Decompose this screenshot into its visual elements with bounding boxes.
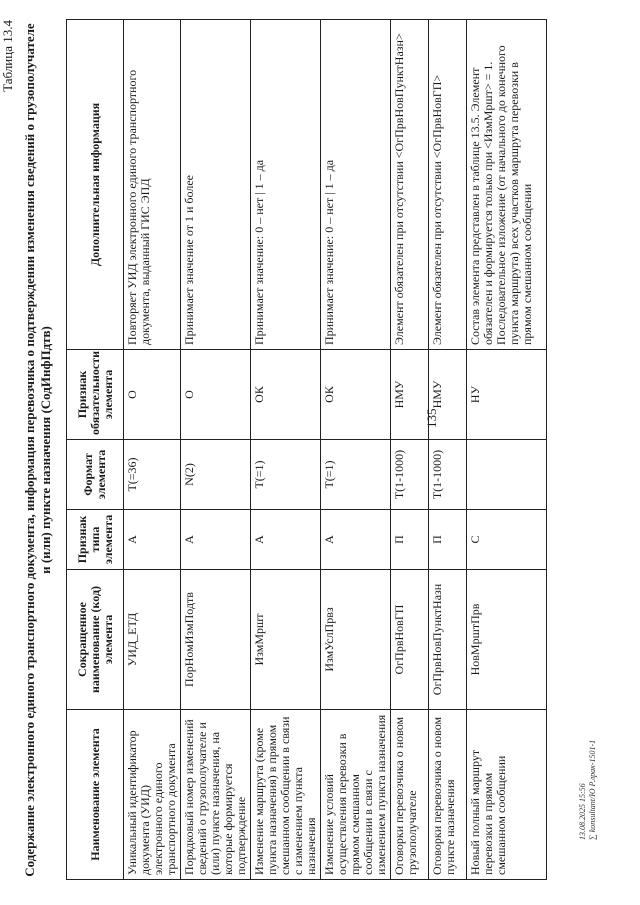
element-code-cell: ОгПрвНовГП — [391, 570, 429, 710]
table-row — [321, 20, 391, 880]
element-format-cell — [467, 440, 547, 510]
element-info-cell: Принимает значение: 0 – нет | 1 – да — [321, 20, 391, 350]
element-type-cell: П — [429, 510, 467, 570]
element-format-cell: Т(=1) — [251, 440, 321, 510]
table-label: Таблица 13.4 — [0, 20, 15, 92]
element-info-cell: Элемент обязателен при отсутствии <ОгПрвНовПунктНазн> — [391, 20, 429, 350]
table-row — [391, 20, 429, 880]
element-type-cell: А — [251, 510, 321, 570]
table-header-row — [67, 20, 124, 880]
table-row — [251, 20, 321, 880]
element-name-cell: Изменение условий осуществления перевозки в прямом смешанном сообщении в связи с изменением пункта назначения — [321, 710, 391, 880]
element-required-cell: НМУ — [429, 350, 467, 440]
element-code-cell: НовМрштПрв — [467, 570, 547, 710]
element-code-cell: ИзмМршт — [251, 570, 321, 710]
table-row — [467, 20, 547, 880]
element-code-cell: УИД_ЕТД — [124, 570, 181, 710]
element-name-cell: Оговорки перевозчика о новом грузополучателе — [391, 710, 429, 880]
table-row — [124, 20, 181, 880]
header-cell: Признак обязательности элемента — [67, 350, 124, 440]
element-name-cell: Новый полный маршрут перевозки в прямом смешанном сообщении — [467, 710, 547, 880]
table-row — [181, 20, 251, 880]
footer-stamp — [578, 740, 598, 840]
element-info-cell: Элемент обязателен при отсутствии <ОгПрвНовГП> — [429, 20, 467, 350]
element-code-cell: ПорНомИзмПодтв — [181, 570, 251, 710]
element-name-cell: Изменение маршрута (кроме пункта назначения) в прямом смешанном сообщении в связи с изменением пункта назначения — [251, 710, 321, 880]
rotated-page-content — [0, 20, 560, 880]
element-type-cell: А — [124, 510, 181, 570]
element-info-cell: Принимает значение: 0 – нет | 1 – да — [251, 20, 321, 350]
table-title: Содержание электронного единого транспортного документа, информация перевозчика о подтверждении изменения сведений о грузополучателе и (или) пункте назначения (СодИнфПдтв) — [22, 23, 53, 877]
element-info-cell: Принимает значение от 1 и более — [181, 20, 251, 350]
header-cell: Формат элемента — [67, 440, 124, 510]
header-cell: Наименование элемента — [67, 710, 124, 880]
element-type-cell: С — [467, 510, 547, 570]
footer-date: 13.08.2025 15:56 — [578, 783, 587, 840]
element-name-cell: Порядковый номер изменений сведений о грузополучателе и (или) пункте назначения, на которые формируется подтверждение — [181, 710, 251, 880]
element-format-cell: Т(1-1000) — [429, 440, 467, 510]
element-required-cell: ОК — [251, 350, 321, 440]
element-format-cell: Т(1-1000) — [391, 440, 429, 510]
element-required-cell: О — [181, 350, 251, 440]
element-code-cell: ИзмУслПрвз — [321, 570, 391, 710]
header-cell: Признак типа элемента — [67, 510, 124, 570]
element-type-cell: А — [321, 510, 391, 570]
element-format-cell: Т(=1) — [321, 440, 391, 510]
header-cell: Сокращенное наименование (код) элемента — [67, 570, 124, 710]
element-required-cell: ОК — [321, 350, 391, 440]
table-row — [429, 20, 467, 880]
element-required-cell: НМУ — [391, 350, 429, 440]
element-code-cell: ОгПрвНовПунктНазн — [429, 570, 467, 710]
element-info-cell: Состав элемента представлен в таблице 13.5. Элемент обязателен и формируется только при <ИзмМршт> = 1. Последовательное изложение (от начального до конечного пункта маршрута) всех участков маршрута перевозки в прямом смешанном сообщении — [467, 20, 547, 350]
element-format-cell: N(2) — [181, 440, 251, 510]
element-format-cell: Т(=36) — [124, 440, 181, 510]
footer-id: ∑ konsultant/Ю Р.лрак-1501-1 — [588, 739, 597, 840]
element-required-cell: НУ — [467, 350, 547, 440]
element-info-cell: Повторяет УИД электронного единого транспортного документа, выданный ГИС ЭПД — [124, 20, 181, 350]
page-number: 135 — [424, 408, 439, 428]
header-cell: Дополнительная информация — [67, 20, 124, 350]
element-required-cell: О — [124, 350, 181, 440]
element-type-cell: П — [391, 510, 429, 570]
data-table — [66, 19, 547, 880]
element-name-cell: Оговорки перевозчика о новом пункте назначения — [429, 710, 467, 880]
element-name-cell: Уникальный идентификатор документа (УИД) электронного единого транспортного документа — [124, 710, 181, 880]
element-type-cell: А — [181, 510, 251, 570]
